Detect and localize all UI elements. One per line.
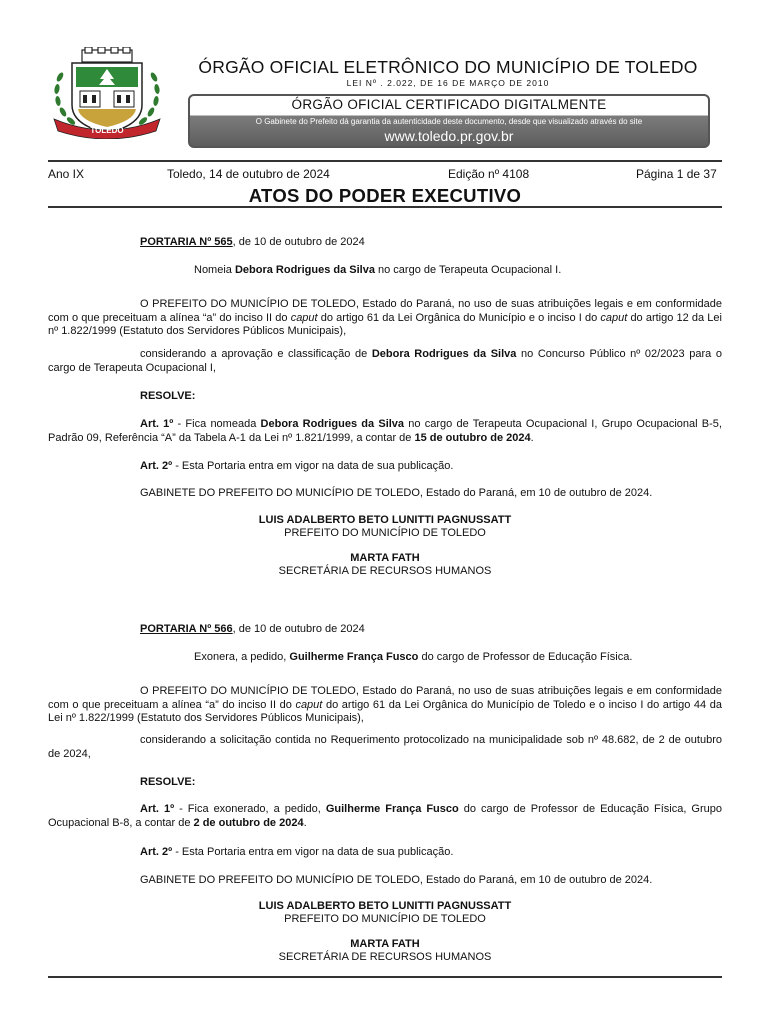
ementa-text: Exonera, a pedido, [194, 651, 290, 663]
header-divider [48, 160, 722, 162]
considerando-text: considerando a aprovação e classificação de [140, 348, 372, 360]
ementa-text: no cargo de Terapeuta Ocupacional I. [374, 264, 562, 276]
certification-note: O Gabinete do Prefeito dá garantia da autenticidade deste documento, desde que visualizado através do site [255, 117, 643, 126]
portaria-565-heading [140, 236, 365, 248]
portaria-566-resolve: RESOLVE: [140, 776, 196, 788]
effective-date: 2 de outubro de 2024 [193, 816, 304, 829]
portaria-565-number: PORTARIA Nº 565 [140, 236, 233, 248]
portaria-566-signature-mayor [48, 900, 722, 926]
portaria-566-signature-secretary [48, 938, 722, 964]
considerando-text: no Concurso Público nº 02/2023 para o cargo de Terapeuta Ocupacional I, [48, 348, 722, 374]
portaria-565-ementa [194, 264, 561, 276]
certification-title: ÓRGÃO OFICIAL CERTIFICADO DIGITALMENTE [291, 97, 607, 112]
signatory-name: LUIS ADALBERTO BETO LUNITTI PAGNUSSATT [258, 514, 512, 526]
municipal-crest-logo [48, 47, 166, 139]
portaria-565-art1: Art. 1º - Fica nomeada Debora Rodrigues da Silva no cargo de Terapeuta Ocupacional I, Grupo Ocupacional B-5, Padrão 09, Referência “A” da Tabela A-1 da Lei nº 1.821/1999, a contar de 15 de outubro de 2024. [48, 418, 722, 444]
effective-date: 15 de outubro de 2024 [414, 431, 531, 444]
portaria-566-gabinete: GABINETE DO PREFEITO DO MUNICÍPIO DE TOLEDO, Estado do Paraná, em 10 de outubro de 2024. [140, 874, 653, 886]
page-indicator: Página 1 de 37 [636, 167, 717, 181]
caput-term: caput [295, 698, 323, 711]
portaria-566-number: PORTARIA Nº 566 [140, 623, 233, 635]
signatory-role: SECRETÁRIA DE RECURSOS HUMANOS [278, 951, 492, 963]
person-name: Guilherme França Fusco [325, 803, 459, 815]
crest-banner-text: TOLEDO [90, 126, 124, 135]
person-name: Debora Rodrigues da Silva [371, 348, 517, 360]
portaria-566-considerando: considerando a solicitação contida no Requerimento protocolizado na municipalidade sob nº 48.682, de 2 de outubro de 2024, [48, 734, 722, 760]
portaria-566-date: , de 10 de outubro de 2024 [232, 623, 365, 635]
portaria-566-intro [48, 685, 722, 726]
intro-text: O PREFEITO DO MUNICÍPIO DE TOLEDO, Estado do Paraná, no uso de suas atribuições legais e em conformidade com o que preceituam a alínea “a” do inciso II do [48, 298, 722, 324]
issue-year: Ano IX [48, 167, 85, 181]
gazette-law-reference: LEI Nº . 2.022, DE 16 DE MARÇO DE 2010 [346, 78, 550, 88]
article-text: no cargo de Terapeuta Ocupacional I, Grupo Ocupacional B-5, Padrão 09, Referência “A” da Tabela A-1 da Lei nº 1.821/1999, a contar de [48, 418, 722, 444]
edition-number: Edição nº 4108 [448, 167, 530, 181]
person-name: Debora Rodrigues da Silva [260, 418, 405, 430]
certification-box [188, 94, 710, 148]
portaria-565-art2 [140, 460, 453, 472]
article-label: Art. 2º [140, 846, 173, 858]
signatory-role: PREFEITO DO MUNICÍPIO DE TOLEDO [284, 527, 486, 539]
intro-text: O PREFEITO DO MUNICÍPIO DE TOLEDO, Estado do Paraná, no uso de suas atribuições legais e em conformidade com o que preceituam a alínea “a” do inciso II do [48, 685, 722, 711]
portaria-566-heading [140, 623, 365, 635]
section-title: ATOS DO PODER EXECUTIVO [248, 185, 522, 206]
signatory-role: PREFEITO DO MUNICÍPIO DE TOLEDO [284, 913, 486, 925]
article-text: - Esta Portaria entra em vigor na data de sua publicação. [172, 846, 454, 858]
section-divider [48, 206, 722, 208]
intro-text: do artigo 12 da Lei nº 1.822/1999 (Estatuto dos Servidores Públicos Municipais), [48, 311, 722, 337]
gazette-title: ÓRGÃO OFICIAL ELETRÔNICO DO MUNICÍPIO DE TOLEDO [198, 57, 698, 77]
portaria-565-gabinete: GABINETE DO PREFEITO DO MUNICÍPIO DE TOLEDO, Estado do Paraná, em 10 de outubro de 2024. [140, 487, 653, 499]
caput-term: caput [290, 311, 318, 324]
intro-text: do artigo 61 da Lei Orgânica do Município e o inciso I do [317, 311, 601, 324]
caput-term: caput [600, 311, 628, 324]
article-label: Art. 1º [140, 418, 174, 430]
signatory-name: LUIS ADALBERTO BETO LUNITTI PAGNUSSATT [258, 900, 512, 912]
person-name: Guilherme França Fusco [289, 651, 419, 663]
portaria-565-date: , de 10 de outubro de 2024 [232, 236, 365, 248]
person-name: Debora Rodrigues da Silva [234, 264, 375, 276]
portaria-566-art2 [140, 846, 453, 858]
issue-date: Toledo, 14 de outubro de 2024 [167, 167, 330, 181]
signatory-role: SECRETÁRIA DE RECURSOS HUMANOS [278, 565, 492, 577]
site-url[interactable]: www.toledo.pr.gov.br [384, 128, 514, 144]
signatory-name: MARTA FATH [350, 552, 420, 564]
ementa-text: do cargo de Professor de Educação Física. [418, 651, 633, 663]
portaria-565-considerando [48, 348, 722, 375]
article-text: do cargo de Professor de Educação Física, Grupo Ocupacional B-8, a contar de [48, 803, 722, 829]
article-text: - Esta Portaria entra em vigor na data de sua publicação. [172, 460, 454, 472]
portaria-566-art1: Art. 1º - Fica exonerado, a pedido, Guilherme França Fusco do cargo de Professor de Educação Física, Grupo Ocupacional B-8, a contar de 2 de outubro de 2024. [48, 803, 722, 829]
footer-divider [48, 976, 722, 978]
article-label: Art. 1º [140, 803, 175, 815]
portaria-566-ementa [194, 651, 632, 663]
signatory-name: MARTA FATH [350, 938, 420, 950]
article-text: - Fica nomeada [173, 418, 261, 430]
portaria-565-intro [48, 298, 722, 339]
portaria-565-signature-secretary [48, 552, 722, 578]
article-label: Art. 2º [140, 460, 173, 472]
article-text: - Fica exonerado, a pedido, [174, 803, 326, 815]
ementa-text: Nomeia [194, 264, 235, 276]
portaria-565-resolve: RESOLVE: [140, 390, 196, 402]
portaria-565-signature-mayor [48, 514, 722, 540]
intro-text: do artigo 61 da Lei Orgânica do Município de Toledo e o inciso I do artigo 44 da Lei nº 1.822/1999 (Estatuto dos Servidores Públicos Municipais), [48, 698, 722, 724]
